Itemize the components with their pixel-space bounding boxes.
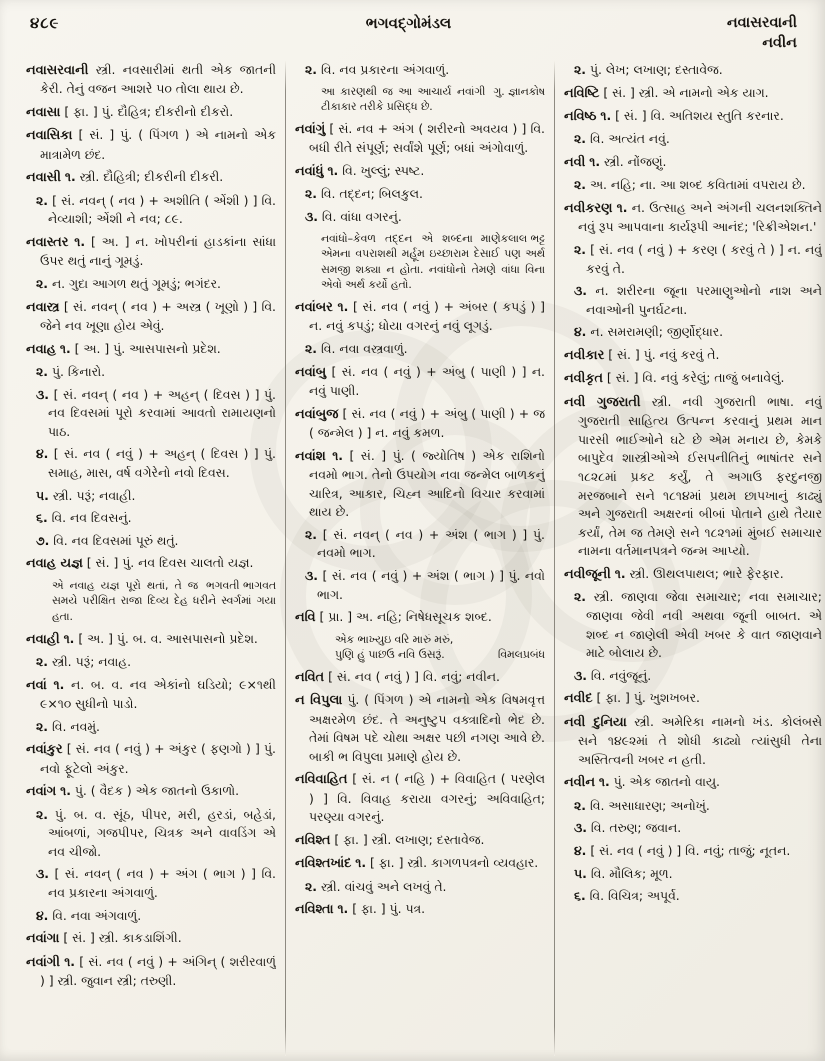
headword: નવિષ્ટિ <box>564 85 600 101</box>
sense-line <box>564 797 822 816</box>
dictionary-entry <box>564 393 822 561</box>
definition-text: સ્ત્રી. પરૂં; નવાહી. <box>52 487 136 503</box>
citation-source: વિમલપ્રબંધ <box>497 648 545 662</box>
dictionary-entry <box>295 405 545 443</box>
definition-text: વિ. નવા વસ્ત્રવાળું. <box>320 341 408 357</box>
sense-number: ૩. <box>574 283 587 299</box>
definition-text: પું. બ. વ. સૂંઠ, પીપર, મરી, હરડાં, બહેડાં, આંબળાં, ગજપીપર, ચિત્રક અને વાવડિંગ એ નવ ચીજો. <box>48 806 276 859</box>
definition-text: ન. સમરામણી; જીર્ણોદ્ધાર. <box>590 324 724 340</box>
citation-text: આ કારણથી જ આ આચાર્ય નવાંગી ટીકાકાર તરીકે પ્રસિદ્ધ છે. <box>321 84 486 114</box>
sense-line <box>26 363 276 382</box>
sense-line <box>295 567 545 604</box>
sense-line <box>564 865 822 884</box>
sense-line <box>564 176 822 195</box>
headword: નવાંશ <box>295 448 326 464</box>
sense-number: ૧. <box>616 200 628 216</box>
sense-line <box>26 653 276 672</box>
sense-number: ૫. <box>574 865 587 881</box>
definition-text: [ અ. ] ન. ખોપરીનાં હાડકાંના સાંધા ઉપર થતું નાનું ગૂમડું. <box>40 234 276 269</box>
definition-text: પું. ( વૈદક ) એક જાતનો ઉકાળો. <box>74 783 240 799</box>
sense-number: ૧. <box>64 953 75 969</box>
definition-text: [ ફા. ] સ્ત્રી. કાગળપત્રનો વ્યવહાર. <box>370 855 539 871</box>
headword: નવિ <box>295 610 316 626</box>
dictionary-columns <box>0 55 825 1056</box>
dictionary-entry <box>295 447 545 522</box>
sense-number: ૪. <box>36 907 49 923</box>
definition-text: [ સં. નવન્ ( નવ ) + અશીતિ ( એંશી ) ] વિ. નેવ્યાશી; એંશી ને નવ; ૮૯. <box>48 192 276 227</box>
headword: નવાં <box>26 677 47 693</box>
sense-line <box>26 509 276 528</box>
definition-text: વિ. તદ્દન; બિલકુલ. <box>320 186 423 202</box>
definition-text: ન. બ. વ. નવ એકાંનો ઘડિયો; ૯×૧થી ૯×૧૦ સુધીનો પાડો. <box>40 676 276 711</box>
headword: નવિષ્ઠ <box>564 109 597 125</box>
sense-line <box>26 865 276 902</box>
sense-line <box>564 819 822 838</box>
definition-text: [ અ. ] પું. બ. વ. આસપાસનો પ્રદેશ. <box>78 630 258 646</box>
definition-text: પું. એક જાતનો વાયુ. <box>613 774 720 790</box>
sense-number: ૨. <box>574 242 586 257</box>
citation <box>295 84 545 115</box>
dictionary-entry <box>564 199 822 237</box>
definition-text: ન. ઉત્સાહ અને અંગની ચલનશક્તિને નવું રૂપ આપવાના કાર્યરૂપી આનંદ; 'રિક્રીએશન.' <box>578 200 822 235</box>
sense-number: ૩. <box>305 568 318 584</box>
column-middle <box>295 61 545 1056</box>
definition-text: [ સં. ] પું. ( જ્યોતિષ ) એક રાશિનો નવમો ભાગ. તેનો ઉપયોગ નવા જન્મેલ બાળકનું ચારિત્ર, આકાર, ચિહ્ન આદિનો વિચાર કરવામાં થાય છે. <box>309 447 545 520</box>
headword: નવાંબુ <box>295 364 327 380</box>
headword: નવીકાર <box>564 348 605 364</box>
column-divider <box>554 61 555 1056</box>
column-divider <box>285 61 286 1056</box>
citation-text: નવાંધો–કેવળ તદ્દન એ શબ્દના એમના વપરાશથી મર્હૂમ ઇચ્છારામ દેસાઈ પણ અર્થ સમજી શક્યા ન હોતા. નવાંધોનો તેમણે વાંધા વિના એવો અર્થ કર્યો હતો. <box>321 231 545 292</box>
headword: નવાસ્તર <box>26 235 69 250</box>
dictionary-entry <box>26 676 276 714</box>
verse-line <box>335 632 545 648</box>
definition-text: [ સં. નવ ( નવું ) + અંશ ( ભાગ ) ] પું. નવો ભાગ. <box>317 568 545 602</box>
definition-text: [ સં. નવન્ ( નવ ) + અંગ ( ભાગ ) ] વિ. નવ પ્રકારના અંગવાળું. <box>48 866 276 900</box>
sense-line <box>564 588 822 662</box>
definition-text: વિ. નવુંજૂનું. <box>590 667 652 683</box>
definition-text: પું. ( પિંગળ ) એ નામનો એક વિષમવૃત્ત અક્ષરમેળ છંદ. તે અનુષ્ટુપ વક્ત્રાદિનો ભેદ છે. તેમાં વિષમ પદે ચોથા અક્ષર પછી નગણ આવે છે. બાકી ભ વિપુલા પ્રમાણે હોય છે. <box>309 692 545 764</box>
sense-number: ૧. <box>355 855 367 871</box>
dictionary-entry <box>564 689 822 708</box>
headword: નવી <box>564 155 586 171</box>
sense-number: ૪. <box>574 324 587 340</box>
sense-number: ૧. <box>589 154 601 170</box>
dictionary-entry <box>564 107 822 126</box>
sense-number: ૩. <box>36 386 49 402</box>
definition-text: સ્ત્રી. દૌહિત્રી; દીકરીની દીકરી. <box>79 169 224 185</box>
sense-number: ૨. <box>36 192 48 208</box>
dictionary-entry <box>26 554 276 573</box>
sense-line <box>26 487 276 506</box>
verse-text: એક ભાખ્યુઇ વરિ મારું મરું, <box>335 632 454 646</box>
headword: નવાંકુર <box>26 742 63 758</box>
definition-text: વિ. અસાધારણ; અનોખું. <box>589 797 710 813</box>
sense-number: ૨. <box>305 878 317 894</box>
definition-text: [ સં. ન ( નહિ ) + વિવાહિત ( પરણેલ ) ] વિ. વિવાહ કરાયા વગરનું; અવિવાહિત; પરણ્યા વગરનું. <box>309 771 545 825</box>
sense-number: ૨. <box>36 806 48 822</box>
headword: નવાસી <box>26 170 61 186</box>
dictionary-entry <box>295 854 545 873</box>
page-number: ૪૮૯ <box>30 14 60 32</box>
guide-words <box>647 14 797 53</box>
sense-number: ૨. <box>36 654 48 670</box>
definition-text: [ સં. નવ ( નવું ) ] વિ. નવું; નવીન. <box>328 668 500 684</box>
definition-text: [ સં. ] પું. ( પિંગળ ) એ નામનો એક માત્રામેળ છંદ. <box>40 127 276 162</box>
sense-number: ૨. <box>574 131 586 147</box>
sense-line <box>295 878 545 897</box>
definition-text: સ્ત્રી. વાંચવું અને લખવું તે. <box>320 878 447 894</box>
sense-number: ૨. <box>574 62 586 78</box>
definition-text: સ્ત્રી. નવસારીમાં થતી એક જાતની કેરી. તેનું વજન આશરે ૫૦ તોલા થાય છે. <box>40 62 276 97</box>
sense-number: ૧. <box>337 901 349 917</box>
definition-text: [ ફા. ] પું. દૌહિત્ર; દીકરીનો દીકરો. <box>64 104 234 120</box>
definition-text: સ્ત્રી. ઊથલપાથલ; ભારે ફેરફાર. <box>629 566 784 581</box>
dictionary-entry <box>26 340 276 359</box>
definition-text: સ્ત્રી. જાણવા જેવા સમાચાર; નવા સમાચાર; જાણવા જેવી નવી અથવા જૂની બાબત. એ શબ્દ ન જાણેલી એવી ખબર કે વાત જાણવાને માટે બોલાય છે. <box>586 589 822 661</box>
sense-line <box>564 842 822 861</box>
headword: નવિશ્તખાંદ <box>295 856 352 872</box>
definition-text: [ સં. નવન્ ( નવ ) + અસ્ત્ર ( ખૂણો ) ] વિ. જેને નવ ખૂણા હોય એવું. <box>40 298 276 333</box>
sense-number: ૧. <box>337 299 349 315</box>
dictionary-entry <box>26 126 276 164</box>
dictionary-entry <box>26 61 276 99</box>
definition-text: [ સં. નવ ( નવું ) + અંબુ ( પાણી ) + જ ( જન્મેલ ) ] ન. નવું કમળ. <box>309 405 545 441</box>
definition-text: વિ. અત્યંત નવું. <box>589 131 670 147</box>
sense-number: ૩. <box>574 667 587 683</box>
verse-line <box>335 647 545 663</box>
sense-line <box>295 526 545 563</box>
sense-line <box>564 323 822 342</box>
headword: નવાંબુજ <box>295 406 339 422</box>
citation <box>26 578 276 625</box>
dictionary-entry <box>26 168 276 187</box>
headword: નવાસા <box>26 105 61 121</box>
definition-text: [ સં. ] પું. નવ દિવસ ચાલતો યજ્ઞ. <box>86 555 254 571</box>
citation-source: માણેકલાલ ભટ્ટ <box>480 231 545 245</box>
dictionary-entry <box>295 668 545 687</box>
sense-number: ૫. <box>36 487 49 503</box>
sense-line <box>26 386 276 442</box>
dictionary-entry <box>295 120 545 158</box>
definition-text: [ પ્રા. ] અ. નહિ; નિષેધસૂચક શબ્દ. <box>319 609 492 625</box>
definition-text: વિ. નવ દિવસમાં પૂરું થતું. <box>53 532 179 548</box>
sense-line <box>564 887 822 906</box>
dictionary-entry <box>564 713 822 770</box>
sense-number: ૧. <box>64 169 76 185</box>
sense-number: ૧. <box>63 630 75 646</box>
sense-line <box>295 185 545 204</box>
dictionary-entry <box>26 233 276 271</box>
headword: નવીજૂની <box>564 567 611 582</box>
definition-text: [ સં. ] સ્ત્રી. કાકડાશિંગી. <box>63 930 182 946</box>
definition-text: [ ફા. ] પું. પત્ર. <box>352 901 426 917</box>
sense-line <box>564 61 822 80</box>
definition-text: વિ. નવમું. <box>51 718 100 734</box>
sense-number: ૭. <box>36 532 50 548</box>
page-header <box>0 0 825 55</box>
sense-number: ૨. <box>574 589 586 605</box>
headword: નવાસ્ત્ર <box>26 299 60 315</box>
definition-text: [ સં. ] વિ. નવું કરેલું; તાજું બનાવેલું. <box>606 370 785 386</box>
definition-text: વિ. વાંધા વગરનું. <box>321 208 402 224</box>
headword: નવીદ <box>564 691 593 707</box>
dictionary-entry <box>295 900 545 919</box>
dictionary-entry <box>295 691 545 766</box>
sense-number: ૧. <box>598 774 610 790</box>
definition-text: વિ. નવા અંગવાળું. <box>52 907 142 923</box>
sense-line <box>564 282 822 319</box>
definition-text: [ સં. ] સ્ત્રી. એ નામનો એક યાગ. <box>603 84 769 100</box>
guide-word-first: નવાસરવાની <box>726 15 797 31</box>
sense-number: ૨. <box>36 275 48 291</box>
definition-text: [ સં. નવ ( નવું ) + અંબર ( કપડું ) ] ન. નવું કપડું; ધોયા વગરનું નવું લૂગડું. <box>309 299 545 334</box>
sense-number: ૨. <box>305 341 317 357</box>
headword: નવાસરવાની <box>26 63 89 79</box>
headword: નવીકૃત <box>564 371 603 387</box>
definition-text: [ ફા. ] પું. ખુશખબર. <box>596 690 700 706</box>
sense-number: ૪. <box>36 446 49 462</box>
definition-text: [ સં. નવ + અંગ ( શરીરનો અવયવ ) ] વિ. બધી રીતે સંપૂર્ણ; સર્વાંશે પૂર્ણ; બધાં અંગોવાળું. <box>309 121 545 156</box>
headword: નવાંગી <box>26 954 60 970</box>
headword: નવીન <box>564 775 595 791</box>
definition-text: [ સં. નવ ( નવું ) + અહન્ ( દિવસ ) ] પું. સમાહ, માસ, વર્ષ વગેરેનો નવો દિવસ. <box>48 446 276 480</box>
definition-text: [ અ. ] પું. આસપાસનો પ્રદેશ. <box>74 340 221 356</box>
dictionary-entry <box>295 298 545 336</box>
sense-line <box>295 61 545 80</box>
dictionary-entry <box>295 770 545 827</box>
definition-text: પું. લેખ; લખાણ; દસ્તાવેજ. <box>589 62 723 78</box>
sense-number: ૧. <box>53 676 65 692</box>
headword: નવાહી <box>26 631 60 647</box>
headword: ન વિપુલા <box>295 693 343 709</box>
sense-number: ૨. <box>574 797 586 813</box>
sense-number: ૩. <box>305 208 318 224</box>
headword: નવી દુનિયા <box>564 714 627 730</box>
definition-text: પું. કિનારો. <box>51 363 106 379</box>
dictionary-entry <box>295 608 545 627</box>
book-title: ભગવદ્ગોમંડલ <box>365 14 452 32</box>
sense-number: ૨. <box>305 526 317 542</box>
citation <box>295 231 545 294</box>
sense-line <box>26 275 276 294</box>
definition-text: સ્ત્રી. નોંજણું. <box>604 154 667 170</box>
definition-text: વિ. વિચિત્ર; અપૂર્વ. <box>589 888 680 904</box>
dictionary-entry <box>26 630 276 649</box>
sense-number: ૬. <box>574 888 586 904</box>
sense-number: ૨. <box>36 718 48 734</box>
sense-number: ૧. <box>327 162 339 178</box>
headword: નવાંધું <box>295 163 324 179</box>
definition-text: સ્ત્રી. અમેરિકા નામનો ખંડ. કોલંબસે સને ૧૪૯૨માં તે શોધી કાઢ્યો ત્યાંસુધી તેના અસ્તિત્વની ખબર ન હતી. <box>578 713 822 767</box>
dictionary-entry <box>26 298 276 336</box>
sense-number: ૨. <box>305 186 317 202</box>
definition-text: [ ફા. ] સ્ત્રી. લખાણ; દસ્તાવેજ. <box>334 832 485 848</box>
headword: નવાંગ <box>26 784 57 800</box>
citation-source: ભગવતી ભાગવત <box>206 578 276 592</box>
dictionary-entry <box>26 929 276 948</box>
verse-text: પુણિ હું પાછઉ નવિ ઉસરૂં. <box>335 648 445 662</box>
citation-text: એ નવાહ યજ્ઞ પૂરો થતાં, તે જ સમયે પરીક્ષિત રાજા દિવ્ય દેહ ધરીને સ્વર્ગમાં ગયા હતા. <box>52 578 276 624</box>
sense-number: ૧. <box>614 566 626 581</box>
sense-number: ૧. <box>59 340 71 356</box>
dictionary-entry <box>564 565 822 584</box>
sense-line <box>295 208 545 227</box>
definition-text: [ સં. નવન્ ( નવ ) + અંશ ( ભાગ ) ] પું. નવમો ભાગ. <box>317 526 545 561</box>
sense-line <box>564 667 822 686</box>
dictionary-entry <box>295 363 545 401</box>
column-right <box>564 61 822 1056</box>
definition-text: [ સં. ] પું. નવું કરવું તે. <box>608 347 720 363</box>
dictionary-entry <box>295 162 545 181</box>
dictionary-entry <box>295 831 545 850</box>
definition-text: [ સં. નવ ( નવું ) + અંબુ ( પાણી ) ] ન. નવું પાણી. <box>309 363 545 399</box>
definition-text: વિ. ખુલ્લું; સ્પષ્ટ. <box>342 162 425 178</box>
headword: નવાંગું <box>295 122 326 138</box>
definition-text: [ સં. નવ ( નવું ) ] વિ. નવું; તાજું; નૂતન. <box>590 842 791 858</box>
sense-line <box>26 192 276 229</box>
dictionary-entry <box>26 740 276 778</box>
headword: નવી ગુજરાતી <box>564 394 641 410</box>
column-left <box>26 61 276 1056</box>
sense-line <box>564 130 822 149</box>
sense-number: ૧. <box>74 234 86 249</box>
dictionary-entry <box>26 953 276 991</box>
definition-text: વિ. નવ પ્રકારના અંગવાળું. <box>320 62 450 78</box>
sense-number: ૨. <box>36 363 48 379</box>
definition-text: સ્ત્રી. પરૂં; નવાહ. <box>51 654 132 670</box>
definition-text: ન. ગુદા આગળ થતું ગૂમડું; ભગંદર. <box>51 275 221 291</box>
sense-number: ૬. <box>36 510 48 526</box>
headword: નવિશ્તા <box>295 902 334 918</box>
headword: નવાસિકા <box>26 128 73 144</box>
sense-number: ૪. <box>574 842 587 858</box>
headword: નવાહ <box>26 341 56 357</box>
headword: નવાંબર <box>295 300 333 316</box>
definition-text: [ સં. નવન્ ( નવ ) + અહન્ ( દિવસ ) ] પું. નવ દિવસમાં પૂરો કરવામાં આવતો રામાયણનો પાઠ. <box>48 386 276 439</box>
sense-line <box>26 532 276 551</box>
definition-text: [ સં. ] વિ. અતિશય સ્તુતિ કરનાર. <box>615 108 784 124</box>
headword: નવિત <box>295 669 325 685</box>
verse-citation <box>295 632 545 663</box>
sense-line <box>26 806 276 862</box>
sense-line <box>295 340 545 359</box>
headword: નવિશ્ત <box>295 833 331 849</box>
dictionary-entry <box>564 773 822 792</box>
dictionary-entry <box>26 103 276 122</box>
definition-text: [ સં. નવ ( નવું ) + અંગિન્ ( શરીરવાળું ) ] સ્ત્રી. જુવાન સ્ત્રી; તરુણી. <box>40 953 276 988</box>
definition-text: [ સં. નવ ( નવું ) + અંકુર ( ફણગો ) ] પું. નવો ફૂટેલો અંકુર. <box>40 741 276 776</box>
headword: નવાહ યજ્ઞ <box>26 556 83 572</box>
definition-text: અ. નહિ; ના. આ શબ્દ કવિતામાં વપરાય છે. <box>589 177 806 193</box>
sense-line <box>26 718 276 737</box>
definition-text: [ સં. નવ ( નવું ) + કરણ ( કરવું તે ) ] ન. નવું કરવું તે. <box>586 242 822 276</box>
sense-line <box>26 907 276 926</box>
dictionary-entry <box>564 369 822 388</box>
headword: નવાંગા <box>26 931 60 947</box>
definition-text: વિ. નવ દિવસનું. <box>51 510 132 526</box>
dictionary-entry <box>564 84 822 103</box>
definition-text: વિ. તરુણ; જવાન. <box>590 820 682 836</box>
sense-number: ૧. <box>332 447 343 463</box>
definition-text: ન. શરીરના જૂના પરમાણુઓનો નાશ અને નવાઓની પુનર્ઘટના. <box>586 283 822 317</box>
headword: નવિવાહિત <box>295 772 348 788</box>
guide-word-last: નવીન <box>762 34 797 51</box>
sense-number: ૨. <box>574 177 586 193</box>
sense-number: ૧. <box>600 108 612 124</box>
citation-source: ગુ. જ્ઞાનકોષ <box>493 84 545 98</box>
sense-line <box>564 241 822 278</box>
definition-text: સ્ત્રી. નવી ગુજરાતી ભાષા. નવું ગુજરાતી સાહિત્ય ઉત્પન્ન કરવાનું પ્રથમ માન પારસી ભાઈઓને ઘટે છે એમ મનાય છે, કેમકે બાપુદેવ શાસ્ત્રીઓએ ઈસપનીતિનું ભાષાંતર સને ૧૮૨૮માં પ્રકટ કર્યું, તે અગાઉ ફરદુનજી મરજબાને સને ૧૮૧૪માં પ્રથમ છાપખાનું કાઢ્યું અને ગુજરાતી અક્ષરનાં બીબાં પોતાને હાથે તૈયાર કર્યાં, તેમ જ તેમણે સને ૧૮૨૧માં મુંબઈ સમાચાર નામના વર્તમાનપત્રને જન્મ આપ્યો. <box>578 393 822 559</box>
dictionary-entry <box>564 346 822 365</box>
headword: નવીકરણ <box>564 201 613 217</box>
sense-number: ૩. <box>36 866 49 882</box>
definition-text: વિ. મૌલિક; મૂળ. <box>590 865 673 881</box>
sense-number: ૨. <box>305 62 317 78</box>
sense-number: ૩. <box>574 820 587 836</box>
dictionary-entry <box>564 153 822 172</box>
sense-number: ૧. <box>60 783 71 799</box>
dictionary-entry <box>26 782 276 801</box>
sense-line <box>26 445 276 482</box>
